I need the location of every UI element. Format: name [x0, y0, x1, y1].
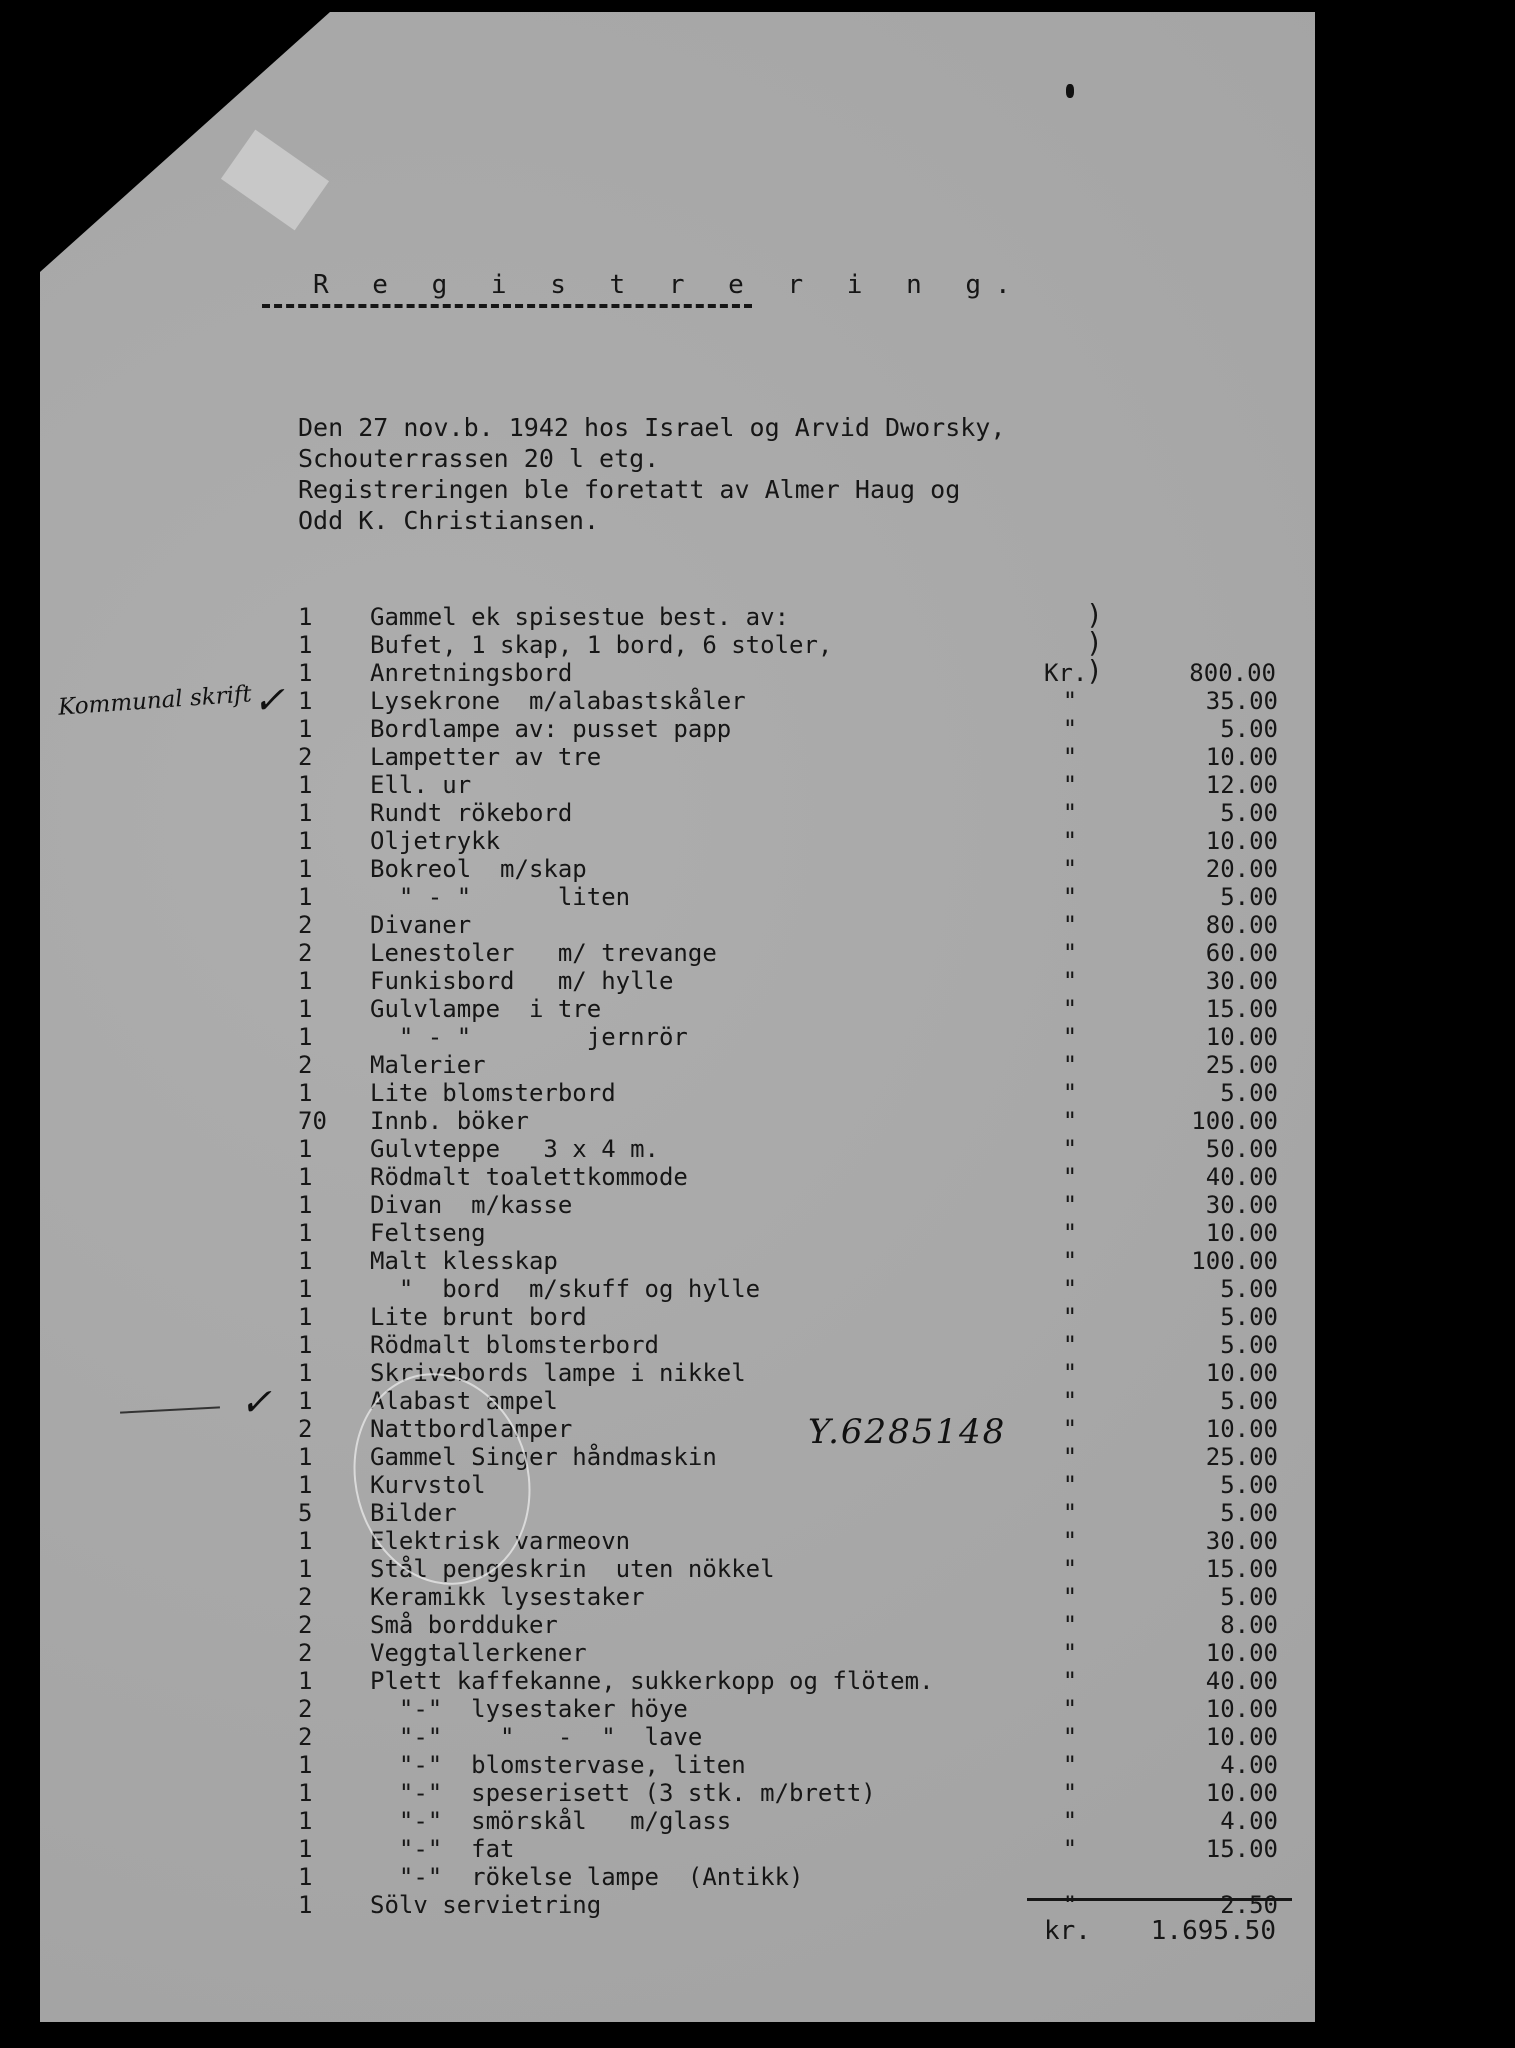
item-description: Elektrisk varmeovn: [370, 1527, 631, 1555]
item-amount: 10.00: [1205, 1779, 1278, 1807]
item-row: [298, 1051, 1278, 1079]
item-row: [298, 1835, 1278, 1863]
ditto-mark: ": [1062, 1639, 1078, 1667]
item-quantity: 1: [298, 1555, 313, 1583]
ditto-mark: ": [1062, 771, 1078, 799]
ditto-mark: ": [1062, 1079, 1078, 1107]
item-description: Feltseng: [370, 1219, 486, 1247]
item-description: Ell. ur: [370, 771, 472, 799]
item-description: Gulvteppe 3 x 4 m.: [370, 1135, 659, 1163]
item-quantity: 1: [298, 1135, 313, 1163]
item-quantity: 2: [298, 1611, 313, 1639]
item-row: [298, 911, 1278, 939]
header-line: Odd K. Christiansen.: [298, 506, 600, 535]
item-quantity: 1: [298, 1331, 313, 1359]
ditto-mark: ": [1062, 1807, 1078, 1835]
item-amount: 100.00: [1191, 1247, 1278, 1275]
item-description: Gulvlampe i tre: [370, 995, 602, 1023]
item-amount: 25.00: [1205, 1443, 1278, 1471]
ditto-mark: ": [1062, 1471, 1078, 1499]
item-amount: 10.00: [1205, 1723, 1278, 1751]
ditto-mark: ": [1062, 1247, 1078, 1275]
ink-spot: [1066, 84, 1074, 98]
item-amount: 12.00: [1205, 771, 1278, 799]
item-description: Rundt rökebord: [370, 799, 573, 827]
item-amount: 10.00: [1205, 743, 1278, 771]
item-amount: 5.00: [1220, 1387, 1278, 1415]
item-quantity: 1: [298, 1835, 313, 1863]
ditto-mark: ": [1062, 1723, 1078, 1751]
item-quantity: 1: [298, 1807, 313, 1835]
item-quantity: 2: [298, 911, 313, 939]
grand-total: [1044, 1916, 1276, 1946]
item-amount: 10.00: [1205, 1359, 1278, 1387]
item-row: [298, 1247, 1278, 1275]
item-row: [298, 1807, 1278, 1835]
item-description: Malerier: [370, 1051, 486, 1079]
item-quantity: 1: [298, 883, 313, 911]
item-amount: 5.00: [1220, 1499, 1278, 1527]
item-description: Plett kaffekanne, sukkerkopp og flötem.: [370, 1667, 934, 1695]
item-quantity: 1: [298, 1247, 313, 1275]
item-row: [298, 1331, 1278, 1359]
item-amount: 10.00: [1205, 1639, 1278, 1667]
ditto-mark: ": [1062, 1275, 1078, 1303]
ditto-mark: ": [1062, 1107, 1078, 1135]
item-description: "-" rökelse lampe (Antikk): [370, 1863, 804, 1891]
item-quantity: 1: [298, 799, 313, 827]
item-row: [298, 1219, 1278, 1247]
group-total-amount: 800.00: [1189, 659, 1276, 687]
ditto-mark: ": [1062, 1499, 1078, 1527]
item-description: "-" speserisett (3 stk. m/brett): [370, 1779, 876, 1807]
item-amount: 30.00: [1205, 1527, 1278, 1555]
item-row: [298, 1079, 1278, 1107]
item-amount: 5.00: [1220, 1275, 1278, 1303]
ditto-mark: ": [1062, 1443, 1078, 1471]
item-quantity: 1: [298, 1471, 313, 1499]
item-description: Bufet, 1 skap, 1 bord, 6 stoler,: [370, 631, 833, 659]
ditto-mark: ": [1062, 827, 1078, 855]
ditto-mark: ": [1062, 687, 1078, 715]
item-row: [298, 1107, 1278, 1135]
item-description: Malt klesskap: [370, 1247, 558, 1275]
group-brace: ): [1086, 626, 1103, 659]
ditto-mark: ": [1062, 743, 1078, 771]
group-brace: ): [1086, 598, 1103, 631]
item-description: Rödmalt blomsterbord: [370, 1331, 659, 1359]
item-description: " bord m/skuff og hylle: [370, 1275, 761, 1303]
item-amount: 4.00: [1220, 1807, 1278, 1835]
sum-line: [1027, 1898, 1292, 1901]
item-quantity: 1: [298, 1359, 313, 1387]
item-quantity: 1: [298, 1163, 313, 1191]
item-row: [298, 715, 1278, 743]
item-quantity: 1: [298, 995, 313, 1023]
item-amount: 30.00: [1205, 967, 1278, 995]
item-row: [298, 631, 1278, 659]
item-row: [298, 827, 1278, 855]
ditto-mark: ": [1062, 939, 1078, 967]
ditto-mark: ": [1062, 911, 1078, 939]
item-amount: 5.00: [1220, 1583, 1278, 1611]
header-line: Den 27 nov.b. 1942 hos Israel og Arvid Dworsky,: [298, 413, 1006, 442]
ditto-mark: ": [1062, 1415, 1078, 1443]
item-description: Gammel ek spisestue best. av:: [370, 603, 790, 631]
ditto-mark: ": [1062, 1163, 1078, 1191]
item-row: [298, 1303, 1278, 1331]
item-row: [298, 1667, 1278, 1695]
item-description: Veggtallerkener: [370, 1639, 587, 1667]
item-amount: 15.00: [1205, 1555, 1278, 1583]
ditto-mark: ": [1062, 1583, 1078, 1611]
item-description: Skrivebords lampe i nikkel: [370, 1359, 746, 1387]
item-quantity: 1: [298, 603, 313, 631]
item-amount: 4.00: [1220, 1751, 1278, 1779]
grand-total-amount: 1.695.50: [1150, 1916, 1276, 1946]
ditto-mark: ": [1062, 1331, 1078, 1359]
item-amount: 80.00: [1205, 911, 1278, 939]
item-quantity: 1: [298, 1863, 313, 1891]
check-mark-icon: ✓: [253, 678, 285, 722]
document-title: R e g i s t r e r i n g.: [313, 270, 1025, 300]
item-quantity: 2: [298, 1583, 313, 1611]
ditto-mark: ": [1062, 1023, 1078, 1051]
item-quantity: 1: [298, 771, 313, 799]
item-row: [298, 1751, 1278, 1779]
item-amount: 5.00: [1220, 1079, 1278, 1107]
item-row: [298, 1163, 1278, 1191]
item-amount: 5.00: [1220, 1471, 1278, 1499]
group-brace: ): [1086, 654, 1103, 687]
item-amount: 15.00: [1205, 995, 1278, 1023]
ditto-mark: ": [1062, 1527, 1078, 1555]
item-row: [298, 1023, 1278, 1051]
ditto-mark: ": [1062, 715, 1078, 743]
item-amount: 15.00: [1205, 1835, 1278, 1863]
item-row: [298, 1639, 1278, 1667]
header-block: [298, 412, 1005, 536]
item-description: Divaner: [370, 911, 472, 939]
ditto-mark: ": [1062, 1191, 1078, 1219]
item-description: Bokreol m/skap: [370, 855, 587, 883]
item-quantity: 1: [298, 1023, 313, 1051]
item-amount: 10.00: [1205, 1023, 1278, 1051]
item-quantity: 2: [298, 1639, 313, 1667]
item-amount: 100.00: [1191, 1107, 1278, 1135]
item-row: [298, 1583, 1278, 1611]
item-quantity: 1: [298, 1219, 313, 1247]
item-quantity: 1: [298, 1303, 313, 1331]
check-mark-icon: ✓: [240, 1380, 272, 1424]
ditto-mark: ": [1062, 1695, 1078, 1723]
ditto-mark: ": [1062, 1751, 1078, 1779]
ditto-mark: ": [1062, 883, 1078, 911]
item-row: [298, 1891, 1278, 1919]
item-quantity: 1: [298, 1891, 313, 1919]
item-quantity: 2: [298, 1695, 313, 1723]
ditto-mark: ": [1062, 1135, 1078, 1163]
item-row: [298, 967, 1278, 995]
item-description: " - " liten: [370, 883, 631, 911]
item-description: Anretningsbord: [370, 659, 573, 687]
item-quantity: 1: [298, 827, 313, 855]
ditto-mark: ": [1062, 1835, 1078, 1863]
item-quantity: 2: [298, 743, 313, 771]
ditto-mark: ": [1062, 1219, 1078, 1247]
item-list: [298, 603, 1278, 1919]
ditto-mark: ": [1062, 1387, 1078, 1415]
item-amount: 50.00: [1205, 1135, 1278, 1163]
item-description: Lenestoler m/ trevange: [370, 939, 717, 967]
item-description: "-" fat: [370, 1835, 515, 1863]
item-description: Oljetrykk: [370, 827, 501, 855]
ditto-mark: ": [1062, 855, 1078, 883]
item-quantity: 1: [298, 715, 313, 743]
item-row: [298, 1135, 1278, 1163]
item-description: Innb. böker: [370, 1107, 529, 1135]
item-quantity: 1: [298, 631, 313, 659]
ditto-mark: ": [1062, 967, 1078, 995]
item-description: "-" " - " lave: [370, 1723, 703, 1751]
item-row: [298, 1695, 1278, 1723]
header-line: Schouterrassen 20 l etg.: [298, 444, 660, 473]
item-quantity: 1: [298, 855, 313, 883]
item-description: Lampetter av tre: [370, 743, 602, 771]
item-row: [298, 1779, 1278, 1807]
item-quantity: 2: [298, 939, 313, 967]
item-quantity: 1: [298, 659, 313, 687]
item-description: Gammel Singer håndmaskin: [370, 1443, 717, 1471]
item-row: [298, 1863, 1278, 1891]
group-total-prefix: Kr.: [1044, 659, 1088, 687]
item-row: [298, 939, 1278, 967]
handwritten-margin-note: Kommunal skrift: [57, 681, 253, 721]
item-quantity: 1: [298, 1443, 313, 1471]
torn-corner: [40, 12, 330, 272]
item-description: Keramikk lysestaker: [370, 1583, 645, 1611]
ditto-mark: ": [1062, 1555, 1078, 1583]
ditto-mark: ": [1062, 1667, 1078, 1695]
item-quantity: 1: [298, 1751, 313, 1779]
item-description: Kurvstol: [370, 1471, 486, 1499]
item-quantity: 1: [298, 1527, 313, 1555]
item-description: " - " jernrör: [370, 1023, 688, 1051]
item-quantity: 5: [298, 1499, 313, 1527]
item-amount: 30.00: [1205, 1191, 1278, 1219]
item-amount: 60.00: [1205, 939, 1278, 967]
ditto-mark: ": [1062, 1891, 1078, 1919]
item-amount: 25.00: [1205, 1051, 1278, 1079]
item-row: [298, 1191, 1278, 1219]
item-amount: 40.00: [1205, 1163, 1278, 1191]
item-description: Funkisbord m/ hylle: [370, 967, 674, 995]
item-row: [298, 687, 1278, 715]
item-description: "-" smörskål m/glass: [370, 1807, 732, 1835]
item-amount: 10.00: [1205, 1219, 1278, 1247]
item-quantity: 2: [298, 1415, 313, 1443]
ditto-mark: ": [1062, 1359, 1078, 1387]
item-amount: 40.00: [1205, 1667, 1278, 1695]
item-quantity: 1: [298, 1191, 313, 1219]
ditto-mark: ": [1062, 1779, 1078, 1807]
item-quantity: 1: [298, 1667, 313, 1695]
item-quantity: 1: [298, 1275, 313, 1303]
item-amount: 5.00: [1220, 1303, 1278, 1331]
item-description: Bordlampe av: pusset papp: [370, 715, 732, 743]
ditto-mark: ": [1062, 1303, 1078, 1331]
item-amount: 10.00: [1205, 827, 1278, 855]
item-description: Rödmalt toalettkommode: [370, 1163, 688, 1191]
item-amount: 10.00: [1205, 1695, 1278, 1723]
item-amount: 10.00: [1205, 1415, 1278, 1443]
item-description: "-" lysestaker höye: [370, 1695, 688, 1723]
item-amount: 5.00: [1220, 1331, 1278, 1359]
item-description: Divan m/kasse: [370, 1191, 573, 1219]
item-amount: 5.00: [1220, 883, 1278, 911]
item-quantity: 1: [298, 687, 313, 715]
item-row: [298, 1275, 1278, 1303]
item-description: Sölv servietring: [370, 1891, 602, 1919]
item-quantity: 70: [298, 1107, 327, 1135]
ditto-mark: ": [1062, 1051, 1078, 1079]
item-quantity: 1: [298, 1779, 313, 1807]
ditto-mark: ": [1062, 799, 1078, 827]
item-quantity: 2: [298, 1723, 313, 1751]
item-description: "-" blomstervase, liten: [370, 1751, 746, 1779]
item-description: Lite brunt bord: [370, 1303, 587, 1331]
ditto-mark: ": [1062, 1611, 1078, 1639]
item-row: [298, 799, 1278, 827]
item-description: Stål pengeskrin uten nökkel: [370, 1555, 775, 1583]
item-amount: 20.00: [1205, 855, 1278, 883]
item-row: [298, 1611, 1278, 1639]
item-row: [298, 855, 1278, 883]
item-quantity: 1: [298, 967, 313, 995]
item-description: Alabast ampel: [370, 1387, 558, 1415]
item-amount: 35.00: [1205, 687, 1278, 715]
item-description: Bilder: [370, 1499, 457, 1527]
item-quantity: 1: [298, 1387, 313, 1415]
group-total: [1044, 659, 1276, 687]
item-amount: 2.50: [1220, 1891, 1278, 1919]
item-description: Lite blomsterbord: [370, 1079, 616, 1107]
item-amount: 8.00: [1220, 1611, 1278, 1639]
item-amount: 5.00: [1220, 799, 1278, 827]
item-row: [298, 603, 1278, 631]
item-row: [298, 883, 1278, 911]
item-amount: 5.00: [1220, 715, 1278, 743]
grand-total-prefix: kr.: [1044, 1916, 1091, 1946]
item-row: [298, 771, 1278, 799]
item-description: Små bordduker: [370, 1611, 558, 1639]
header-line: Registreringen ble foretatt av Almer Haug og: [298, 475, 961, 504]
item-row: [298, 743, 1278, 771]
item-description: Nattbordlamper: [370, 1415, 573, 1443]
title-underline: [262, 304, 752, 308]
item-description: Lysekrone m/alabastskåler: [370, 687, 746, 715]
ditto-mark: ": [1062, 995, 1078, 1023]
item-quantity: 1: [298, 1079, 313, 1107]
handwritten-serial-number: Y.6285148: [808, 1412, 1007, 1452]
item-row: [298, 1723, 1278, 1751]
item-quantity: 2: [298, 1051, 313, 1079]
item-row: [298, 995, 1278, 1023]
